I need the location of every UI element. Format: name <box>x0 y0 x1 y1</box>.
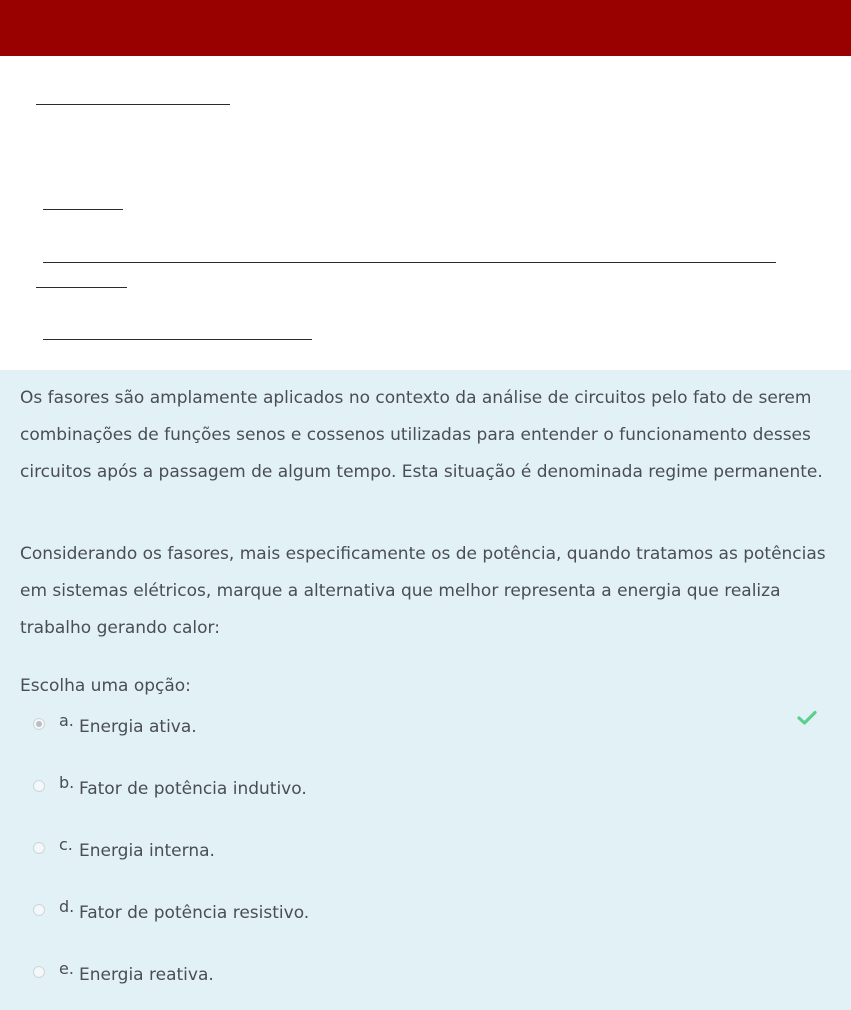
check-icon <box>797 710 817 726</box>
radio-option-b[interactable] <box>33 780 45 792</box>
option-c[interactable] <box>33 835 823 869</box>
option-letter: c. <box>59 835 73 854</box>
redacted-line <box>36 287 127 288</box>
redacted-line <box>43 209 123 210</box>
option-b[interactable] <box>33 773 823 807</box>
radio-option-a[interactable] <box>33 718 45 730</box>
option-letter: d. <box>59 897 75 916</box>
option-letter: e. <box>59 959 74 978</box>
option-e[interactable] <box>33 959 823 993</box>
question-text: Os fasores são amplamente aplicados no contexto da análise de circuitos pelo fato de serem combinações de funções senos e cossenos utilizadas para entender o funcionamento desses circuitos após a passagem de algum tempo. Esta situação é denominada regime permanente. <box>20 388 823 482</box>
header-bar <box>0 0 851 56</box>
option-a[interactable] <box>33 711 823 745</box>
option-label: Energia ativa. <box>79 717 197 737</box>
choose-prompt: Escolha uma opção: <box>20 676 191 696</box>
redacted-line <box>43 339 312 340</box>
redacted-line <box>36 104 230 105</box>
question-instruction: Considerando os fasores, mais especificamente os de potência, quando tratamos as potências em sistemas elétricos, marque a alternativa que melhor representa a energia que realiza trabalho gerando calor: <box>20 544 826 638</box>
option-label: Energia interna. <box>79 841 215 861</box>
option-label: Fator de potência resistivo. <box>79 903 310 923</box>
redacted-line <box>43 262 776 263</box>
option-label: Fator de potência indutivo. <box>79 779 307 799</box>
radio-option-d[interactable] <box>33 904 45 916</box>
option-letter: b. <box>59 773 75 792</box>
radio-option-e[interactable] <box>33 966 45 978</box>
option-label: Energia reativa. <box>79 965 214 985</box>
radio-option-c[interactable] <box>33 842 45 854</box>
option-letter: a. <box>59 711 74 730</box>
option-d[interactable] <box>33 897 823 931</box>
